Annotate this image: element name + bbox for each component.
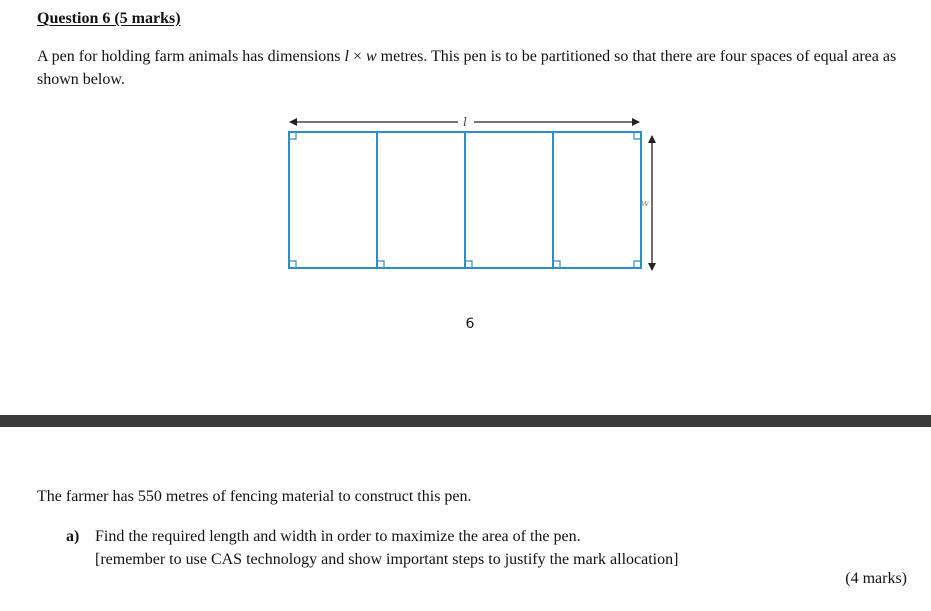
part-a	[66, 525, 678, 571]
right-angle-bottom-right	[634, 261, 641, 268]
right-angle-bottom-1	[377, 261, 384, 268]
right-angle-top-right	[634, 132, 641, 139]
times-symbol: ×	[348, 48, 366, 65]
part-a-line-1	[66, 525, 678, 548]
right-angle-bottom-2	[465, 261, 472, 268]
page-number: 6	[465, 316, 475, 332]
width-label: w	[641, 199, 649, 209]
intro-text-start: A pen for holding farm animals has dimensions	[37, 48, 345, 65]
question-intro	[37, 45, 917, 91]
fencing-statement: The farmer has 550 metres of fencing material to construct this pen.	[37, 488, 472, 505]
right-angle-bottom-3	[553, 261, 560, 268]
right-angle-bottom-left	[289, 261, 296, 268]
length-label: l	[463, 115, 467, 129]
part-a-instruction: [remember to use CAS technology and show important steps to justify the mark allocation]	[95, 551, 679, 568]
intro-text-end: metres. This pen is to be partitioned so that there are four spaces of equal area as shown below.	[37, 48, 897, 88]
right-angle-top-left	[289, 132, 296, 139]
part-a-label: a)	[66, 528, 80, 545]
page-divider	[0, 415, 931, 427]
marks-allocation: (4 marks)	[845, 570, 907, 587]
pen-fence	[289, 132, 641, 268]
variable-l: l	[344, 48, 349, 65]
variable-w: w	[366, 48, 377, 65]
part-a-question: Find the required length and width in order to maximize the area of the pen.	[95, 528, 581, 545]
question-title: Question 6 (5 marks)	[37, 10, 181, 27]
pen-diagram	[282, 108, 662, 278]
